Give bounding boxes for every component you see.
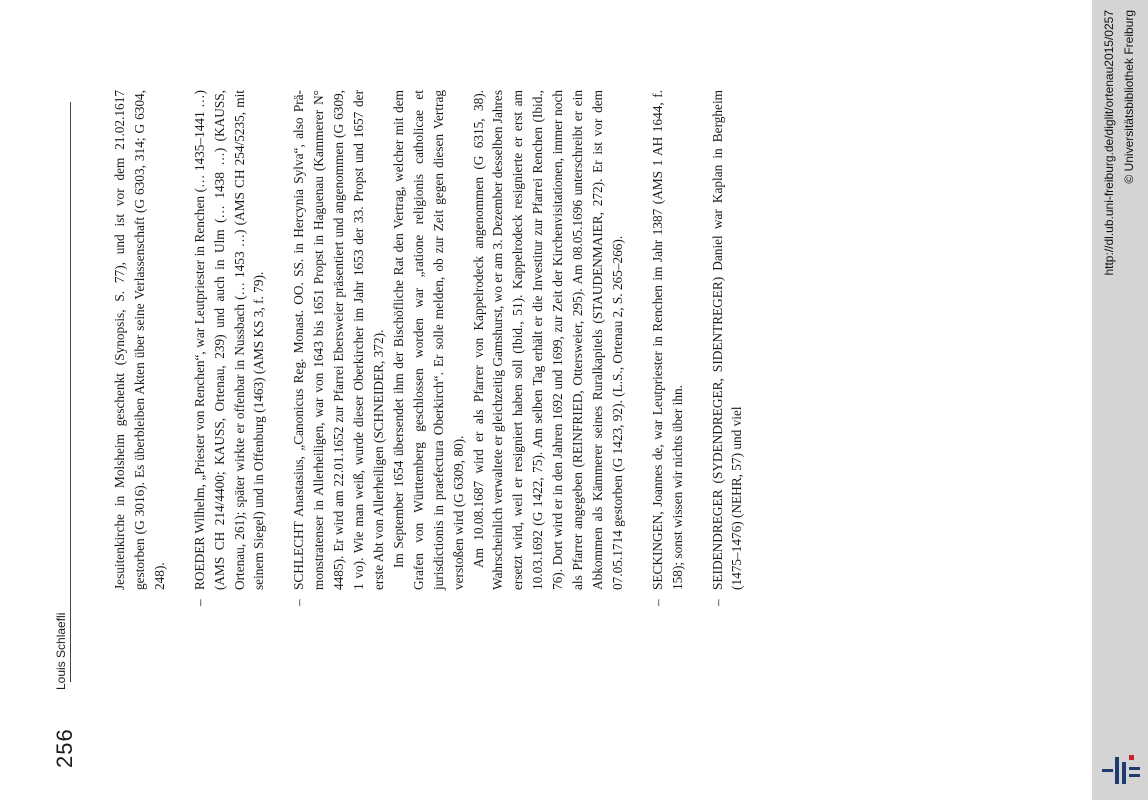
sidebar-rotated-text (1092, 0, 1148, 800)
source-url-link[interactable]: http://dl.ub.uni-freiburg.de/diglit/ortenau2015/0257 (1102, 10, 1116, 276)
logo-bar (1129, 774, 1140, 777)
entry-seckingen (648, 90, 688, 606)
entry-schlecht (289, 90, 627, 606)
entry-dash: – (649, 599, 665, 606)
logo-bar (1122, 762, 1126, 784)
logo-bar (1115, 757, 1119, 784)
entry-seidendreger (708, 90, 748, 606)
entry-continuation (110, 90, 170, 590)
copyright-notice: © Universitätsbibliothek Freiburg (1122, 10, 1136, 184)
logo-bar (1129, 767, 1140, 770)
entry-dash: – (291, 599, 307, 606)
library-sidebar (1092, 0, 1148, 800)
entry-paragraph: Am 10.08.1687 wird er als Pfarrer von Kappelrodeck angenommen (G 6315, 38). Wahrscheinlich verwaltete er gleichzeitig Gamshurst, wo er am 3. Dezember desselben Jahres ersetzt wird, weil er resigniert haben soll (Ibid., 51). Kappelrodeck resignierte er erst am 10.03.1692 (G 1422, 75). Am selben Tag erhält er die Investitur zur Pfarrei Renchen (Ibid., 76). Dort wird er in den Jahren 1692 und 1699, zur Zeit der Kirchenvisitationen, immer noch als Pfarrer angegeben (REINFRIED, Ottersweier, 295). Am 08.05.1696 unterschreibt er ein Abkommen als Kämmerer seines Ruralkapitels (STAUDENMAIER, 272). Er ist vor dem 07.05.1714 gestorben (G 1423, 92). (L.S., Ortenau 2, S. 265–266). (470, 90, 625, 590)
entry-paragraph: SEIDENDREGER (SYDENDREGER, SIDENTREGER) Daniel war Kaplan in Bergheim (1475–1476) (NEHR, 57) und viel (709, 90, 745, 590)
page-number: 256 (52, 728, 77, 768)
entry-paragraph: Im September 1654 übersendet ihm der Bischöfliche Rat den Vertrag, welcher mit dem Grafen von Württemberg geschlossen worden war „ratione religionis catholicae et jurisdictionis in praefectura Oberkirch“. Er solle melden, ob zur Zeit gegen diesen Vertrag verstoßen wird (G 6309, 80). (390, 90, 466, 590)
logo-square (1129, 755, 1134, 760)
entry-paragraph: SCHLECHT Anastasius, „Canonicus Reg. Monast. OO. SS. in Hercynia Sylva“, also Prä-monstratenser in Allerheiligen, war von 1643 bis 1651 Propst in Haguenau (Kammerer N° 4485). Er wird am 22.01.1652 zur Pfarrei Ebersweier präsentiert und angenommen (G 6309, 1 vo). Wie man weiß, wurde dieser Oberkircher im Jahr 1653 der 33. Propst und 1657 der erste Abt von Allerheiligen (SCHNEIDER, 372). (291, 90, 386, 590)
entry-dash: – (191, 599, 207, 606)
running-head-author: Louis Schlaefli (54, 612, 68, 690)
logo-bar (1102, 769, 1113, 772)
entry-dash: – (709, 599, 725, 606)
entry-paragraph: SECKINGEN, Joannes de, war Leutpriester in Renchen im Jahr 1387 (AMS 1 AH 1644, f. 158); sonst wissen wir nichts über ihn. (649, 90, 685, 590)
entries-column (110, 90, 767, 606)
entry-paragraph: Jesuitenkirche in Molsheim geschenkt (Synopsis, S. 77), und ist vor dem 21.02.1617 gestorben (G 3016). Es überbleiben Akten über seine Verlassenschaft (G 6303, 314; G 6304, 248). (112, 90, 167, 590)
university-library-logo-icon (1100, 752, 1142, 786)
header-rule (70, 102, 71, 682)
entry-roeder (190, 90, 270, 606)
entry-paragraph: ROEDER Wilhelm, „Priester von Renchen“, war Leutpriester in Renchen (… 1435–1441 …) (AMS CH 214/4400; KAUSS, Ortenau, 239) und auch in Ulm (… 1438 …) (KAUSS, Ortenau, 261); später wirkte er offenbar in Nussbach (… 1453 …) (AMS CH 254/5235, mit seinem Siegel) und in Offenburg (1463) (AMS KS 3, f. 79). (191, 90, 267, 590)
